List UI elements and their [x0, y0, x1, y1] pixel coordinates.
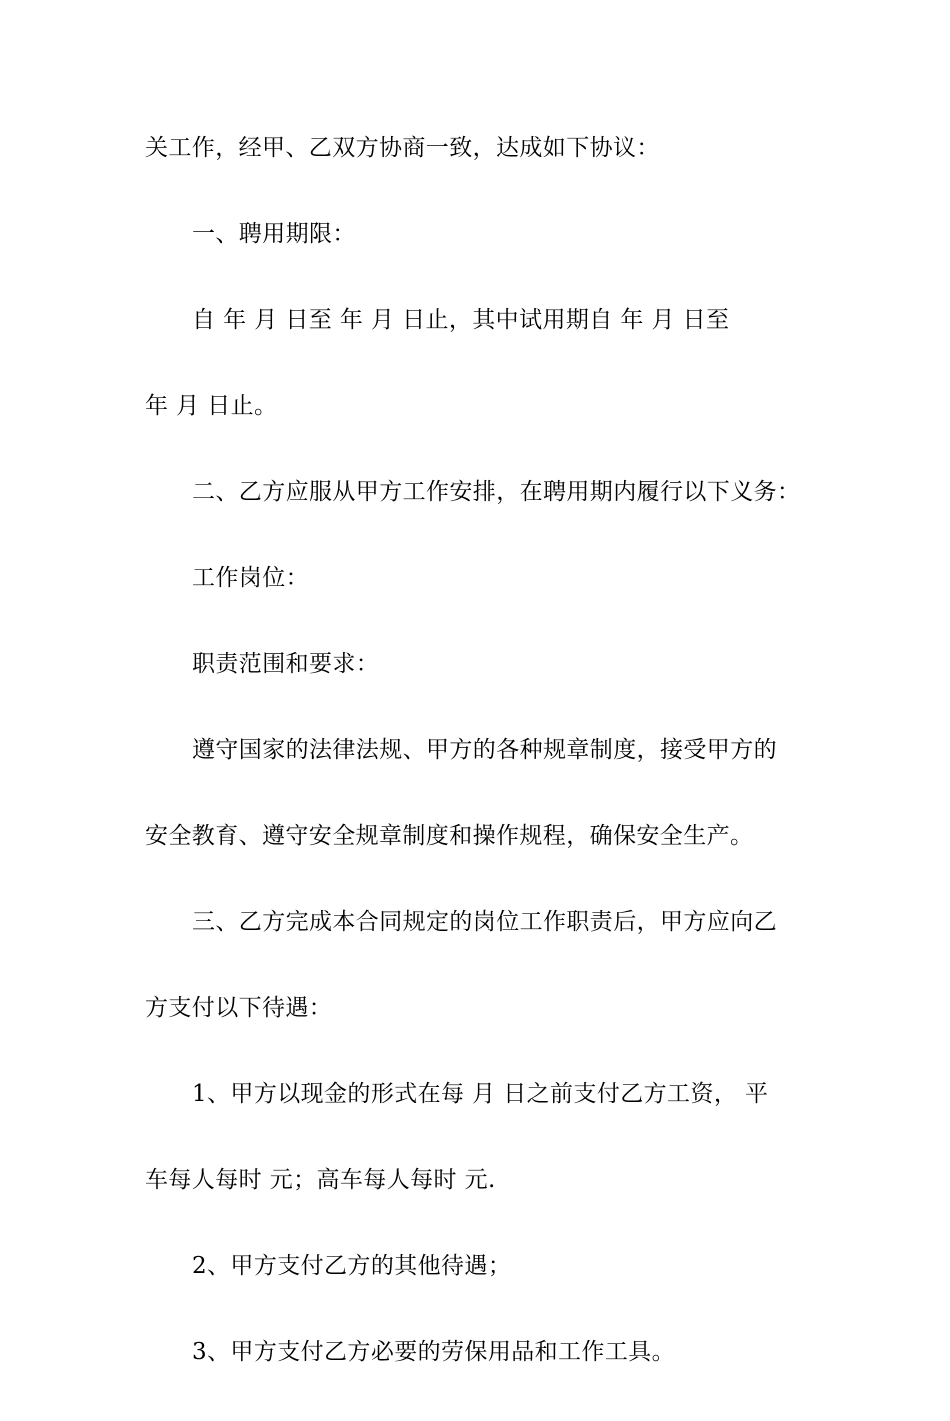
paragraph-line: 遵守国家的法律法规、甲方的各种规章制度，接受甲方的 — [192, 737, 777, 763]
document-body — [145, 131, 805, 1421]
list-item-3: 3、甲方支付乙方必要的劳保用品和工作工具。 — [192, 1339, 676, 1365]
field-label-responsibilities: 职责范围和要求： — [192, 651, 380, 677]
paragraph-line: 方支付以下待遇： — [145, 995, 333, 1021]
list-item-1: 1、甲方以现金的形式在每 月 日之前支付乙方工资， 平 — [192, 1081, 769, 1107]
paragraph-line: 年 月 日止。 — [145, 393, 278, 419]
list-item-2: 2、甲方支付乙方的其他待遇； — [192, 1253, 512, 1279]
section-heading-term: 一、聘用期限： — [192, 221, 356, 247]
section-heading-duties: 二、乙方应服从甲方工作安排，在聘用期内履行以下义务： — [192, 479, 801, 505]
paragraph-line: 车每人每时 元；高车每人每时 元. — [145, 1167, 496, 1193]
field-label-position: 工作岗位： — [192, 565, 309, 591]
paragraph-line: 自 年 月 日至 年 月 日止，其中试用期自 年 月 日至 — [192, 307, 730, 333]
section-heading-benefits: 三、乙方完成本合同规定的岗位工作职责后，甲方应向乙 — [192, 909, 777, 935]
paragraph-line: 关工作，经甲、乙双方协商一致，达成如下协议： — [145, 135, 660, 161]
paragraph-line: 安全教育、遵守安全规章制度和操作规程，确保安全生产。 — [145, 823, 754, 849]
